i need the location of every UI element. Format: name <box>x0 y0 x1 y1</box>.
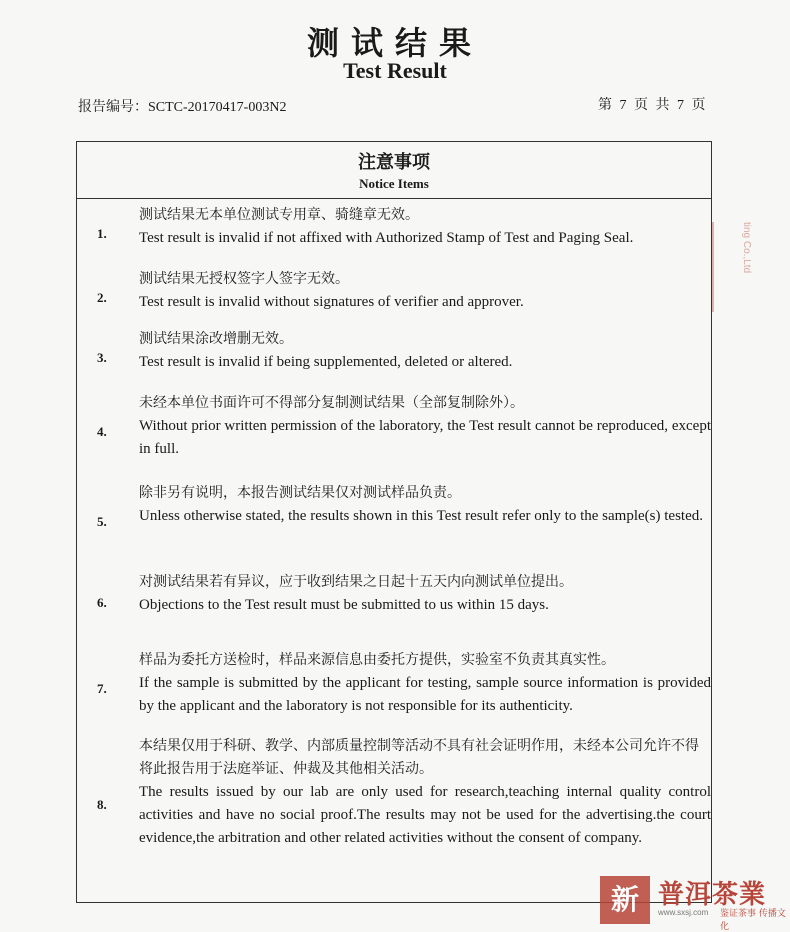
logo-url: www.sxsj.com <box>658 908 709 917</box>
item-text-english: Test result is invalid without signatures of verifier and approver. <box>139 294 524 310</box>
title-english: Test Result <box>343 58 447 83</box>
item-text-chinese: 测试结果无本单位测试专用章、骑缝章无效。 <box>139 207 419 223</box>
item-text-chinese: 测试结果涂改增删无效。 <box>139 331 293 347</box>
logo-slogan: 鉴证茶事 传播文化 <box>720 909 786 932</box>
item-number: 5. <box>97 514 107 529</box>
page-number: 第 7 页 共 7 页 <box>598 98 708 113</box>
paging-seal-stamp: ting Co.,Ltd <box>712 222 752 312</box>
item-number: 8. <box>97 797 107 812</box>
item-text-chinese: 本结果仅用于科研、教学、内部质量控制等活动不具有社会证明作用，未经本公司允许不得将此报告用于法庭举证、仲裁及其他相关活动。 <box>139 738 699 777</box>
item-text-english: Unless otherwise stated, the results shown in this Test result refer only to the sample(s) tested. <box>139 508 703 524</box>
item-text-english: Test result is invalid if not affixed with Authorized Stamp of Test and Paging Seal. <box>139 230 634 246</box>
title-chinese: 测试结果 <box>306 24 483 62</box>
item-text-english: The results issued by our lab are only used for research,teaching internal quality control activities and have no social proof.The results may not be used for the advertising.the court evidence,the arbitration and other related activities without the consent of company. <box>139 784 711 846</box>
item-number: 4. <box>97 424 107 439</box>
item-text <box>139 571 711 617</box>
report-number: 报告编号：SCTC-20170417-003N2 <box>78 100 287 115</box>
notice-table <box>76 141 712 903</box>
item-text-chinese: 测试结果无授权签字人签字无效。 <box>139 271 349 287</box>
item-text-english: Without prior written permission of the laboratory, the Test result cannot be reproduced, except in full. <box>139 418 711 457</box>
item-number: 1. <box>97 226 107 241</box>
item-text <box>139 328 711 374</box>
item-text-chinese: 对测试结果若有异议，应于收到结果之日起十五天内向测试单位提出。 <box>139 574 573 590</box>
item-text-english: Test result is invalid if being supplemented, deleted or altered. <box>139 354 513 370</box>
item-text-chinese: 未经本单位书面许可不得部分复制测试结果（全部复制除外）。 <box>139 395 524 411</box>
notice-title-english: Notice Items <box>359 176 429 191</box>
item-text <box>139 735 711 850</box>
logo-seal-icon: 新 <box>600 876 650 924</box>
item-number: 2. <box>97 290 107 305</box>
item-text-chinese: 除非另有说明，本报告测试结果仅对测试样品负责。 <box>139 485 461 501</box>
logo-brand-text: 普洱茶業 <box>658 880 767 910</box>
notice-header <box>77 142 711 199</box>
item-text <box>139 392 711 461</box>
watermark-logo <box>600 870 790 930</box>
item-number: 6. <box>97 595 107 610</box>
item-text <box>139 482 711 528</box>
notice-title-chinese: 注意事项 <box>358 152 430 173</box>
item-number: 7. <box>97 681 107 696</box>
item-text <box>139 649 711 718</box>
item-text-chinese: 样品为委托方送检时，样品来源信息由委托方提供，实验室不负责其真实性。 <box>139 652 615 668</box>
item-text-english: If the sample is submitted by the applicant for testing, sample source information is provided by the applicant and the laboratory is not responsible for its authenticity. <box>139 675 711 714</box>
item-text <box>139 204 711 250</box>
item-text <box>139 268 711 314</box>
item-number: 3. <box>97 350 107 365</box>
item-text-english: Objections to the Test result must be submitted to us within 15 days. <box>139 597 549 613</box>
